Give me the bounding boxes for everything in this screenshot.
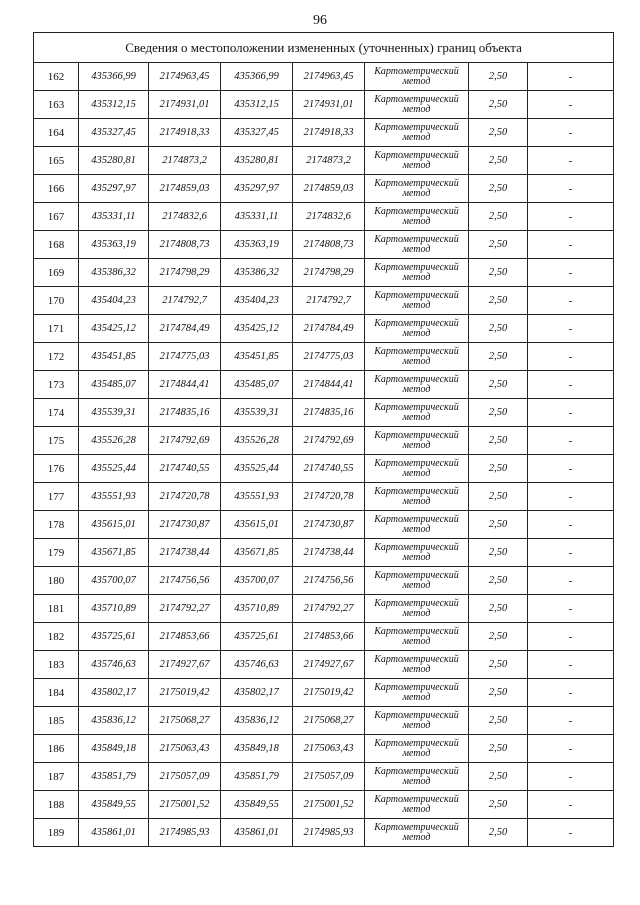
accuracy-cell: 2,50 [469,595,528,623]
existing-x-cell: 435526,28 [79,427,149,455]
table-row [34,735,614,763]
existing-y-cell: 2174730,87 [149,511,221,539]
existing-y-cell: 2174775,03 [149,343,221,371]
accuracy-cell: 2,50 [469,315,528,343]
table-row [34,119,614,147]
refined-y-cell: 2174873,2 [293,147,365,175]
existing-y-cell: 2174738,44 [149,539,221,567]
existing-y-cell: 2174740,55 [149,455,221,483]
accuracy-cell: 2,50 [469,539,528,567]
table-row [34,763,614,791]
determination-method-cell: Картометрический метод [365,679,469,707]
existing-x-cell: 435851,79 [79,763,149,791]
point-number-cell: 172 [34,343,79,371]
refined-y-cell: 2174730,87 [293,511,365,539]
point-number-cell: 168 [34,231,79,259]
note-cell: - [528,539,614,567]
refined-x-cell: 435836,12 [221,707,293,735]
determination-method-cell: Картометрический метод [365,763,469,791]
point-number-cell: 163 [34,91,79,119]
refined-x-cell: 435404,23 [221,287,293,315]
determination-method-cell: Картометрический метод [365,63,469,91]
point-number-cell: 166 [34,175,79,203]
note-cell: - [528,91,614,119]
refined-x-cell: 435280,81 [221,147,293,175]
table-row [34,483,614,511]
point-number-cell: 169 [34,259,79,287]
existing-x-cell: 435849,18 [79,735,149,763]
existing-y-cell: 2174931,01 [149,91,221,119]
note-cell: - [528,791,614,819]
note-cell: - [528,427,614,455]
table-row [34,287,614,315]
refined-x-cell: 435425,12 [221,315,293,343]
refined-x-cell: 435746,63 [221,651,293,679]
point-number-cell: 179 [34,539,79,567]
existing-x-cell: 435363,19 [79,231,149,259]
existing-y-cell: 2174832,6 [149,203,221,231]
refined-x-cell: 435331,11 [221,203,293,231]
existing-y-cell: 2174985,93 [149,819,221,847]
refined-y-cell: 2174963,45 [293,63,365,91]
determination-method-cell: Картометрический метод [365,399,469,427]
table-row [34,91,614,119]
accuracy-cell: 2,50 [469,511,528,539]
refined-y-cell: 2174844,41 [293,371,365,399]
existing-x-cell: 435366,99 [79,63,149,91]
determination-method-cell: Картометрический метод [365,231,469,259]
existing-y-cell: 2174844,41 [149,371,221,399]
existing-x-cell: 435836,12 [79,707,149,735]
determination-method-cell: Картометрический метод [365,287,469,315]
note-cell: - [528,483,614,511]
refined-x-cell: 435671,85 [221,539,293,567]
existing-x-cell: 435802,17 [79,679,149,707]
table-row [34,623,614,651]
determination-method-cell: Картометрический метод [365,707,469,735]
refined-y-cell: 2174918,33 [293,119,365,147]
existing-x-cell: 435551,93 [79,483,149,511]
point-number-cell: 162 [34,63,79,91]
accuracy-cell: 2,50 [469,623,528,651]
table-row [34,231,614,259]
refined-x-cell: 435297,97 [221,175,293,203]
table-row [34,511,614,539]
accuracy-cell: 2,50 [469,651,528,679]
note-cell: - [528,651,614,679]
refined-y-cell: 2174835,16 [293,399,365,427]
accuracy-cell: 2,50 [469,427,528,455]
refined-y-cell: 2174859,03 [293,175,365,203]
existing-y-cell: 2175001,52 [149,791,221,819]
note-cell: - [528,147,614,175]
point-number-cell: 178 [34,511,79,539]
determination-method-cell: Картометрический метод [365,119,469,147]
point-number-cell: 165 [34,147,79,175]
refined-x-cell: 435725,61 [221,623,293,651]
note-cell: - [528,763,614,791]
note-cell: - [528,175,614,203]
refined-x-cell: 435615,01 [221,511,293,539]
existing-x-cell: 435451,85 [79,343,149,371]
refined-y-cell: 2175001,52 [293,791,365,819]
table-row [34,595,614,623]
refined-y-cell: 2174756,56 [293,567,365,595]
refined-y-cell: 2174792,27 [293,595,365,623]
point-number-cell: 176 [34,455,79,483]
note-cell: - [528,259,614,287]
existing-y-cell: 2174859,03 [149,175,221,203]
refined-x-cell: 435849,55 [221,791,293,819]
refined-x-cell: 435700,07 [221,567,293,595]
refined-x-cell: 435539,31 [221,399,293,427]
table-row [34,819,614,847]
determination-method-cell: Картометрический метод [365,567,469,595]
determination-method-cell: Картометрический метод [365,315,469,343]
existing-x-cell: 435671,85 [79,539,149,567]
accuracy-cell: 2,50 [469,371,528,399]
point-number-cell: 164 [34,119,79,147]
determination-method-cell: Картометрический метод [365,819,469,847]
table-row [34,791,614,819]
determination-method-cell: Картометрический метод [365,259,469,287]
accuracy-cell: 2,50 [469,455,528,483]
point-number-cell: 180 [34,567,79,595]
refined-x-cell: 435861,01 [221,819,293,847]
refined-x-cell: 435485,07 [221,371,293,399]
existing-x-cell: 435331,11 [79,203,149,231]
refined-x-cell: 435710,89 [221,595,293,623]
existing-y-cell: 2174792,27 [149,595,221,623]
refined-y-cell: 2174985,93 [293,819,365,847]
table-title-row [34,33,614,63]
note-cell: - [528,343,614,371]
existing-x-cell: 435425,12 [79,315,149,343]
existing-x-cell: 435725,61 [79,623,149,651]
point-number-cell: 167 [34,203,79,231]
existing-x-cell: 435404,23 [79,287,149,315]
note-cell: - [528,203,614,231]
existing-x-cell: 435485,07 [79,371,149,399]
refined-y-cell: 2174792,7 [293,287,365,315]
refined-x-cell: 435851,79 [221,763,293,791]
note-cell: - [528,511,614,539]
accuracy-cell: 2,50 [469,399,528,427]
existing-x-cell: 435386,32 [79,259,149,287]
existing-y-cell: 2174756,56 [149,567,221,595]
refined-x-cell: 435525,44 [221,455,293,483]
existing-y-cell: 2174927,67 [149,651,221,679]
table-title: Сведения о местоположении измененных (уточненных) границ объекта [34,33,614,63]
table-row [34,315,614,343]
existing-y-cell: 2174873,2 [149,147,221,175]
table-row [34,259,614,287]
note-cell: - [528,63,614,91]
refined-x-cell: 435451,85 [221,343,293,371]
determination-method-cell: Картометрический метод [365,623,469,651]
determination-method-cell: Картометрический метод [365,175,469,203]
accuracy-cell: 2,50 [469,483,528,511]
accuracy-cell: 2,50 [469,763,528,791]
table-row [34,343,614,371]
refined-y-cell: 2174808,73 [293,231,365,259]
existing-y-cell: 2174835,16 [149,399,221,427]
refined-y-cell: 2175057,09 [293,763,365,791]
existing-x-cell: 435861,01 [79,819,149,847]
point-number-cell: 171 [34,315,79,343]
existing-y-cell: 2175019,42 [149,679,221,707]
note-cell: - [528,819,614,847]
refined-x-cell: 435366,99 [221,63,293,91]
refined-x-cell: 435386,32 [221,259,293,287]
note-cell: - [528,231,614,259]
point-number-cell: 184 [34,679,79,707]
refined-y-cell: 2174927,67 [293,651,365,679]
refined-y-cell: 2175063,43 [293,735,365,763]
point-number-cell: 173 [34,371,79,399]
table-row [34,147,614,175]
boundary-table [33,32,614,847]
existing-x-cell: 435849,55 [79,791,149,819]
point-number-cell: 170 [34,287,79,315]
accuracy-cell: 2,50 [469,259,528,287]
table-row [34,203,614,231]
refined-x-cell: 435551,93 [221,483,293,511]
accuracy-cell: 2,50 [469,175,528,203]
existing-x-cell: 435280,81 [79,147,149,175]
refined-x-cell: 435327,45 [221,119,293,147]
table-row [34,63,614,91]
point-number-cell: 182 [34,623,79,651]
refined-y-cell: 2174792,69 [293,427,365,455]
existing-x-cell: 435746,63 [79,651,149,679]
table-row [34,567,614,595]
note-cell: - [528,455,614,483]
accuracy-cell: 2,50 [469,147,528,175]
refined-x-cell: 435312,15 [221,91,293,119]
note-cell: - [528,371,614,399]
note-cell: - [528,567,614,595]
existing-x-cell: 435615,01 [79,511,149,539]
accuracy-cell: 2,50 [469,63,528,91]
point-number-cell: 177 [34,483,79,511]
table-row [34,455,614,483]
table-row [34,707,614,735]
determination-method-cell: Картометрический метод [365,343,469,371]
table-row [34,539,614,567]
table-body [34,63,614,847]
accuracy-cell: 2,50 [469,231,528,259]
existing-y-cell: 2174808,73 [149,231,221,259]
table-row [34,371,614,399]
refined-y-cell: 2174738,44 [293,539,365,567]
note-cell: - [528,707,614,735]
refined-y-cell: 2174720,78 [293,483,365,511]
existing-y-cell: 2174792,69 [149,427,221,455]
determination-method-cell: Картометрический метод [365,791,469,819]
refined-y-cell: 2174931,01 [293,91,365,119]
point-number-cell: 186 [34,735,79,763]
refined-y-cell: 2175019,42 [293,679,365,707]
existing-x-cell: 435710,89 [79,595,149,623]
existing-y-cell: 2174792,7 [149,287,221,315]
determination-method-cell: Картометрический метод [365,539,469,567]
accuracy-cell: 2,50 [469,91,528,119]
accuracy-cell: 2,50 [469,707,528,735]
accuracy-cell: 2,50 [469,735,528,763]
accuracy-cell: 2,50 [469,819,528,847]
existing-x-cell: 435297,97 [79,175,149,203]
note-cell: - [528,399,614,427]
determination-method-cell: Картометрический метод [365,91,469,119]
refined-y-cell: 2174740,55 [293,455,365,483]
determination-method-cell: Картометрический метод [365,203,469,231]
refined-y-cell: 2175068,27 [293,707,365,735]
accuracy-cell: 2,50 [469,567,528,595]
accuracy-cell: 2,50 [469,203,528,231]
accuracy-cell: 2,50 [469,343,528,371]
existing-y-cell: 2174918,33 [149,119,221,147]
point-number-cell: 188 [34,791,79,819]
determination-method-cell: Картометрический метод [365,455,469,483]
existing-y-cell: 2174853,66 [149,623,221,651]
determination-method-cell: Картометрический метод [365,427,469,455]
point-number-cell: 174 [34,399,79,427]
refined-x-cell: 435363,19 [221,231,293,259]
refined-y-cell: 2174784,49 [293,315,365,343]
note-cell: - [528,119,614,147]
existing-y-cell: 2174963,45 [149,63,221,91]
existing-x-cell: 435700,07 [79,567,149,595]
refined-x-cell: 435802,17 [221,679,293,707]
determination-method-cell: Картометрический метод [365,371,469,399]
existing-x-cell: 435525,44 [79,455,149,483]
determination-method-cell: Картометрический метод [365,735,469,763]
page-number: 96 [313,13,327,28]
table-row [34,427,614,455]
note-cell: - [528,679,614,707]
point-number-cell: 175 [34,427,79,455]
table-row [34,399,614,427]
existing-x-cell: 435312,15 [79,91,149,119]
refined-x-cell: 435849,18 [221,735,293,763]
note-cell: - [528,735,614,763]
determination-method-cell: Картометрический метод [365,483,469,511]
existing-y-cell: 2175068,27 [149,707,221,735]
refined-y-cell: 2174798,29 [293,259,365,287]
refined-y-cell: 2174832,6 [293,203,365,231]
accuracy-cell: 2,50 [469,791,528,819]
point-number-cell: 185 [34,707,79,735]
existing-y-cell: 2174784,49 [149,315,221,343]
point-number-cell: 187 [34,763,79,791]
accuracy-cell: 2,50 [469,119,528,147]
existing-y-cell: 2175057,09 [149,763,221,791]
determination-method-cell: Картометрический метод [365,651,469,679]
refined-y-cell: 2174853,66 [293,623,365,651]
note-cell: - [528,315,614,343]
existing-x-cell: 435539,31 [79,399,149,427]
table-row [34,175,614,203]
existing-y-cell: 2174720,78 [149,483,221,511]
point-number-cell: 181 [34,595,79,623]
table-row [34,679,614,707]
existing-y-cell: 2174798,29 [149,259,221,287]
note-cell: - [528,623,614,651]
accuracy-cell: 2,50 [469,679,528,707]
accuracy-cell: 2,50 [469,287,528,315]
note-cell: - [528,595,614,623]
existing-y-cell: 2175063,43 [149,735,221,763]
determination-method-cell: Картометрический метод [365,511,469,539]
note-cell: - [528,287,614,315]
table-row [34,651,614,679]
refined-x-cell: 435526,28 [221,427,293,455]
point-number-cell: 183 [34,651,79,679]
determination-method-cell: Картометрический метод [365,595,469,623]
existing-x-cell: 435327,45 [79,119,149,147]
point-number-cell: 189 [34,819,79,847]
determination-method-cell: Картометрический метод [365,147,469,175]
refined-y-cell: 2174775,03 [293,343,365,371]
